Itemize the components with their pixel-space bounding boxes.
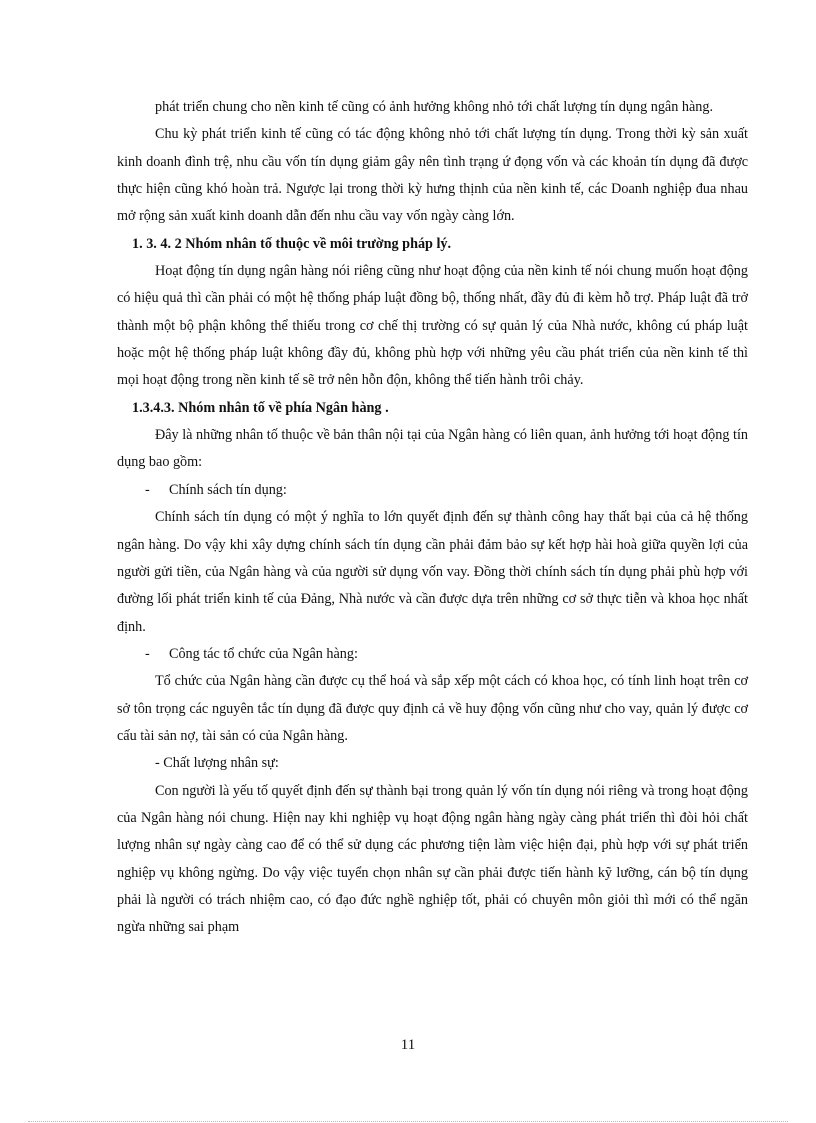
list-item-label: Công tác tổ chức của Ngân hàng:	[169, 645, 358, 662]
list-marker: -	[145, 481, 150, 498]
paragraph-personnel: Con người là yếu tố quyết định đến sự thành bại trong quản lý vốn tín dụng nói riêng và trong hoạt động của Ngân hàng nói chung. Hiện nay khi nghiệp vụ hoạt động ngân hàng ngày càng phát triển thì đòi hỏi chất lượng nhân sự ngày càng cao để có thể sử dụng các phương tiện làm việc hiện đại, phù hợp với sự phát triển nghiệp vụ không ngừng. Do vậy việc tuyển chọn nhân sự cần phải được tiến hành kỹ lưỡng, cán bộ tín dụng phải là người có trách nhiệm cao, có đạo đức nghề nghiệp tốt, phải có chuyên môn giỏi thì mới có thể ngăn ngừa những sai phạm	[117, 782, 748, 936]
section-heading-legal-environment: 1. 3. 4. 2 Nhóm nhân tố thuộc về môi trường pháp lý.	[132, 235, 452, 252]
list-item-label: Chính sách tín dụng:	[169, 481, 287, 498]
list-item-credit-policy	[117, 477, 748, 504]
list-item-personnel-quality: - Chất lượng nhân sự:	[155, 755, 279, 772]
paragraph-continued: phát triển chung cho nền kinh tế cũng có ảnh hưởng không nhỏ tới chất lượng tín dụng ngân hàng.	[155, 99, 713, 115]
page-number: 11	[400, 1037, 416, 1053]
paragraph-legal-system: Hoạt động tín dụng ngân hàng nói riêng cũng như hoạt động của nền kinh tế nói chung muốn hoạt động có hiệu quả thì cần phải có một hệ thống pháp luật đồng bộ, thống nhất, đầy đủ đi kèm hỗ trợ. Pháp luật đã trở thành một bộ phận không thể thiếu trong cơ chế thị trường có sự quản lý của Nhà nước, không cú pháp luật hoặc một hệ thống pháp luật không đầy đủ, không phù hợp với những yêu cầu phát triển của nền kinh tế thì mọi hoạt động trong nền kinh tế sẽ trở nên hỗn độn, không thể tiến hành trôi chảy.	[117, 263, 748, 389]
paragraph-credit-policy: Chính sách tín dụng có một ý nghĩa to lớn quyết định đến sự thành công hay thất bại của cả hệ thống ngân hàng. Do vậy khi xây dựng chính sách tín dụng cần phải đảm bảo sự kết hợp hài hoà giữa quyền lợi của người gửi tiền, của Ngân hàng và của người sử dụng vốn vay. Đồng thời chính sách tín dụng phải phù hợp với đường lối phát triển kinh tế của Đảng, Nhà nước và cần được dựa trên những cơ sở thực tiễn và khoa học nhất định.	[117, 509, 748, 635]
paragraph-organization: Tổ chức của Ngân hàng cần được cụ thể hoá và sắp xếp một cách có khoa học, có tính linh hoạt trên cơ sở tôn trọng các nguyên tắc tín dụng đã được quy định cả về huy động vốn cũng như cho vay, quản lý được cơ cấu tài sản nợ, tài sản có của Ngân hàng.	[117, 673, 748, 744]
page-bottom-divider	[28, 1121, 788, 1122]
page-body	[117, 94, 748, 942]
list-item-organization	[117, 641, 748, 668]
section-heading-bank-factors: 1.3.4.3. Nhóm nhân tố về phía Ngân hàng .	[132, 399, 389, 416]
list-marker: -	[145, 645, 150, 662]
paragraph-bank-factors-intro: Đây là những nhân tố thuộc về bản thân nội tại của Ngân hàng có liên quan, ảnh hưởng tới hoạt động tín dụng bao gồm:	[117, 427, 748, 471]
paragraph-economic-cycle: Chu kỳ phát triển kinh tế cũng có tác động không nhỏ tới chất lượng tín dụng. Trong thời kỳ sản xuất kinh doanh đình trệ, nhu cầu vốn tín dụng giảm gây nên tình trạng ứ đọng vốn và các khoản tín dụng đã được thực hiện cũng khó hoàn trả. Ngược lại trong thời kỳ hưng thịnh của nền kinh tế, các Doanh nghiệp đua nhau mở rộng sản xuất kinh doanh dẫn đến nhu cầu vay vốn ngày càng lớn.	[117, 126, 748, 225]
